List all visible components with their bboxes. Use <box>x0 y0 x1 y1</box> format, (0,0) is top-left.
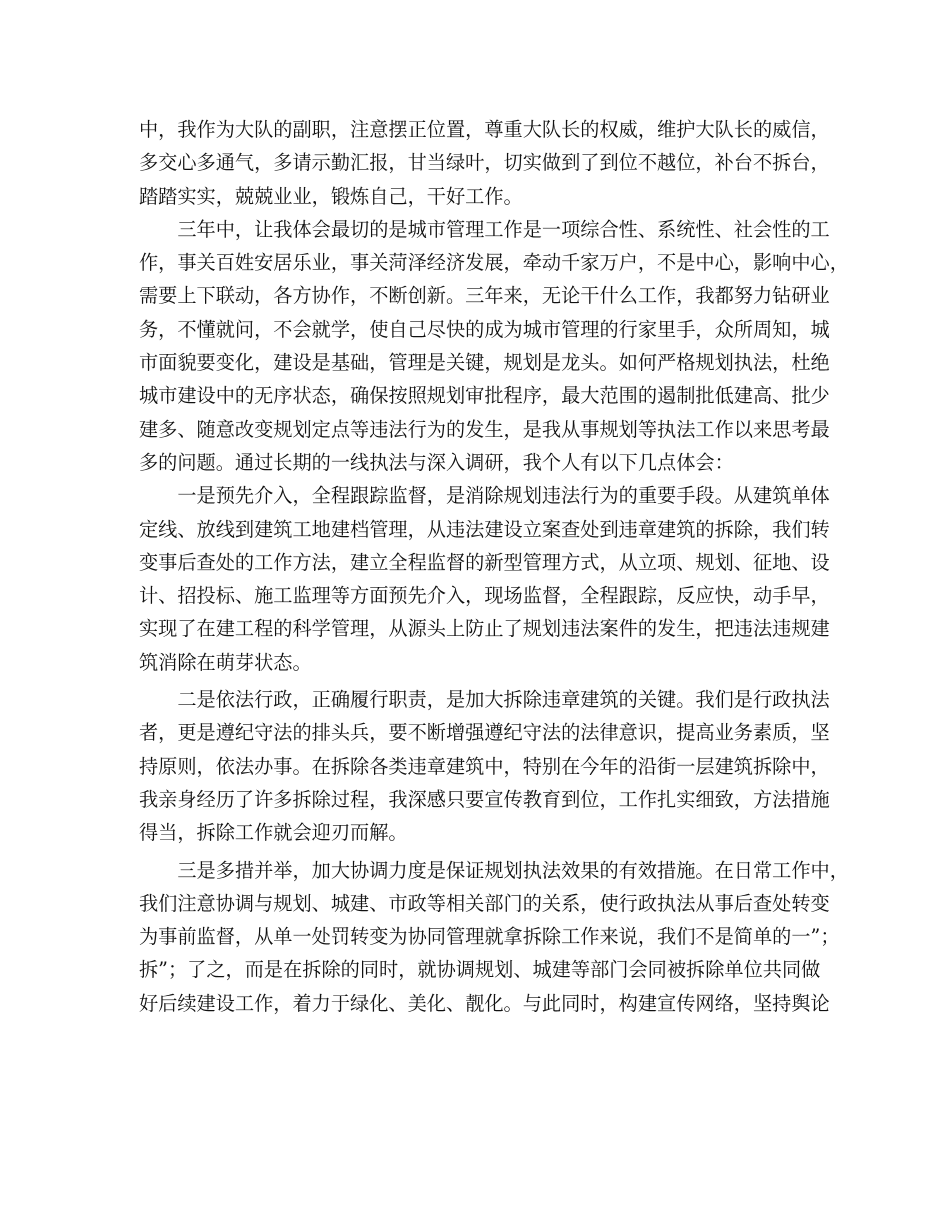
text-line: 城市建设中的无序状态，确保按照规划审批程序，最大范围的遏制批低建高、批少 <box>139 384 830 408</box>
paragraph-start-line: 三是多措并举，加大协调力度是保证规划执法效果的有效措施。在日常工作中， <box>139 858 849 882</box>
text-line: 持原则，依法办事。在拆除各类违章建筑中，特别在今年的沿街一层建筑拆除中， <box>139 754 830 778</box>
text-line: 拆”；了之，而是在拆除的同时，就协调规划、城建等部门会同被拆除单位共同做 <box>139 958 821 982</box>
text-line: 需要上下联动，各方协作，不断创新。三年来，无论干什么工作，我都努力钻研业 <box>139 284 830 308</box>
text-line: 好后续建设工作，着力于绿化、美化、靓化。与此同时，构建宣传网络，坚持舆论 <box>139 991 830 1015</box>
text-line: 务，不懂就问，不会就学，使自己尽快的成为城市管理的行家里手，众所周知，城 <box>139 317 830 341</box>
text-line: 得当，拆除工作就会迎刃而解。 <box>139 821 408 845</box>
text-line: 变事后查处的工作方法，建立全程监督的新型管理方式，从立项、规划、征地、设 <box>139 550 830 574</box>
text-line: 我亲身经历了许多拆除过程，我深感只要宣传教育到位，工作扎实细致，方法措施 <box>139 787 830 811</box>
paragraph-start-line: 二是依法行政，正确履行职责，是加大拆除违章建筑的关键。我们是行政执法 <box>139 688 830 712</box>
text-line: 建多、随意改变规划定点等违法行为的发生，是我从事规划等执法工作以来思考最 <box>139 417 830 441</box>
text-line: 筑消除在萌芽状态。 <box>139 650 312 674</box>
text-line: 我们注意协调与规划、城建、市政等相关部门的关系，使行政执法从事后查处转变 <box>139 891 830 915</box>
text-line: 为事前监督，从单一处罚转变为协同管理就拿拆除工作来说，我们不是简单的一”； <box>139 925 840 949</box>
text-line: 计、招投标、施工监理等方面预先介入，现场监督，全程跟踪，反应快，动手早， <box>139 584 830 608</box>
text-line: 市面貌要变化，建设是基础，管理是关键，规划是龙头。如何严格规划执法，杜绝 <box>139 351 830 375</box>
document-body <box>139 113 849 1020</box>
paragraph-start-line: 一是预先介入，全程跟踪监督，是消除规划违法行为的重要手段。从建筑单体 <box>139 484 830 508</box>
text-line: 作，事关百姓安居乐业，事关菏泽经济发展，牵动千家万户，不是中心，影响中心， <box>139 251 849 275</box>
text-line: 者，更是遵纪守法的排头兵，要不断增强遵纪守法的法律意识，提高业务素质，坚 <box>139 721 830 745</box>
text-line: 中，我作为大队的副职，注意摆正位置，尊重大队长的权威，维护大队长的威信， <box>139 118 830 141</box>
paragraph-start-line: 三年中，让我体会最切的是城市管理工作是一项综合性、系统性、社会性的工 <box>139 217 830 241</box>
text-line: 定线、放线到建筑工地建档管理，从违法建设立案查处到违章建筑的拆除，我们转 <box>139 517 830 541</box>
text-line: 多的问题。通过长期的一线执法与深入调研，我个人有以下几点体会： <box>139 450 734 474</box>
text-line: 踏踏实实，兢兢业业，锻炼自己，干好工作。 <box>139 184 523 208</box>
text-line: 实现了在建工程的科学管理，从源头上防止了规划违法案件的发生，把违法违规建 <box>139 617 830 641</box>
text-line: 多交心多通气，多请示勤汇报，甘当绿叶，切实做到了到位不越位，补台不拆台， <box>139 151 830 175</box>
